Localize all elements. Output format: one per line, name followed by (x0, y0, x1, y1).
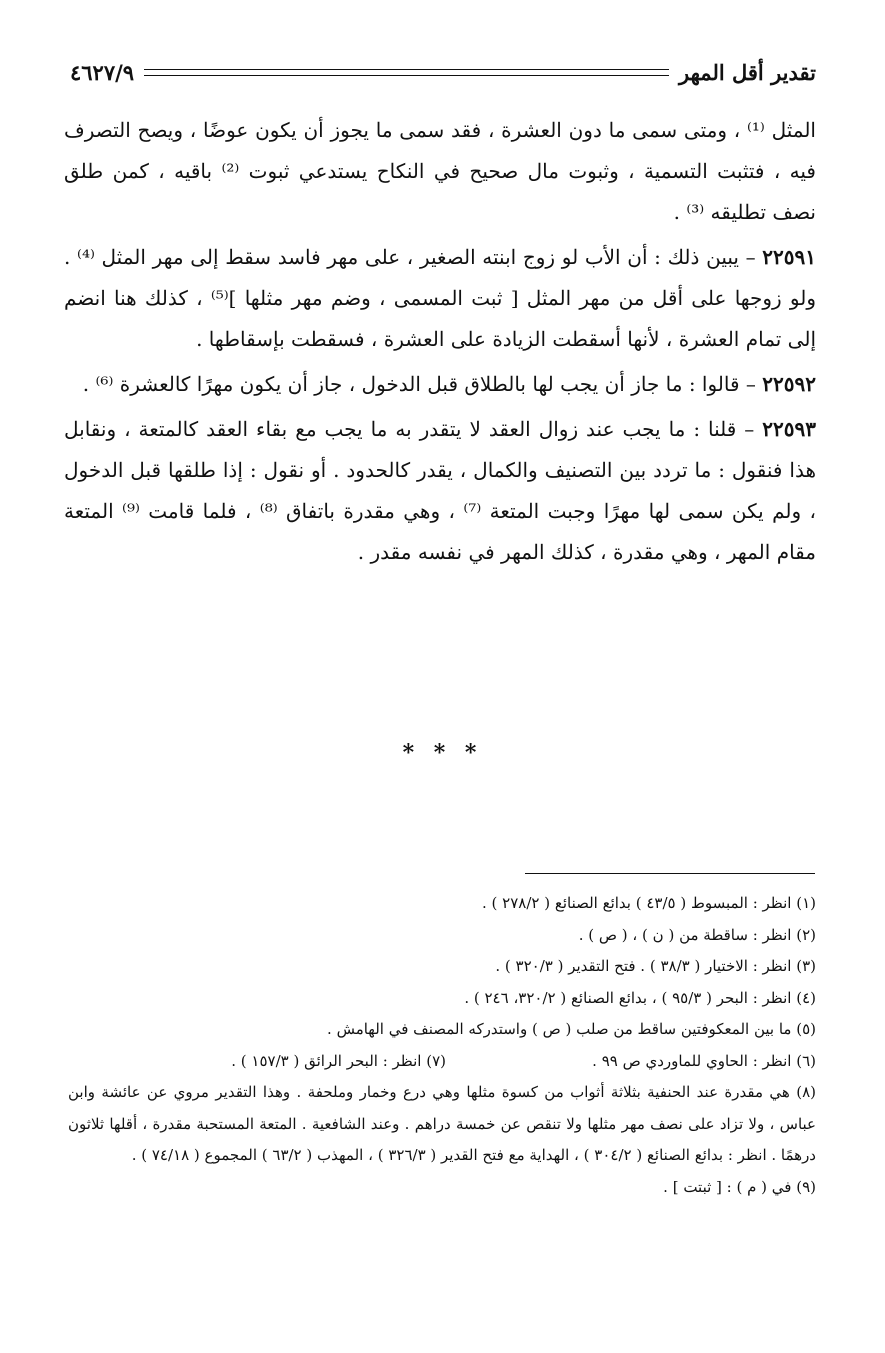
issue-number: ٢٢٥٩٣ (762, 417, 816, 441)
footnote: (٦) انظر : الحاوي للماوردي ص ٩٩ . (592, 1051, 816, 1070)
footnote-row (68, 1046, 816, 1078)
paragraph-text: – يبين ذلك : أن الأب لو زوج ابنته الصغير ، على مهر فاسد سقط إلى مهر المثل ⁽⁴⁾ . ولو زوجها على أقل من مهر المثل [ ثبت المسمى ، وضم مهر مثلها ]⁽⁵⁾ ، كذلك هنا انضم إلى تمام العشرة ، لأنها أسقطت الزيادة على العشرة ، فسقطت بإسقاطها . (64, 245, 817, 351)
paragraph (64, 364, 816, 405)
paragraph: المثل ⁽¹⁾ ، ومتى سمى ما دون العشرة ، فقد سمى ما يجوز أن يكون عوضًا ، ويصح التصرف فيه ، فتثبت التسمية ، وثبوت مال صحيح في النكاح يستدعي ثبوت ⁽²⁾ باقيه ، كمن طلق نصف تطليقه ⁽³⁾ . (64, 118, 816, 224)
issue-number: ٢٢٥٩٢ (762, 372, 816, 396)
issue-number: ٢٢٥٩١ (762, 245, 816, 269)
paragraph (64, 237, 816, 360)
paragraph (64, 409, 816, 573)
running-header (70, 52, 816, 92)
footnote: (٤) انظر : البحر ( ٩٥/٣ ) ، بدائع الصنائع ( ٣٢٠/٢، ٢٤٦ ) . (464, 988, 816, 1007)
footnote: (١) انظر : المبسوط ( ٤٣/٥ ) بدائع الصنائع ( ٢٧٨/٢ ) . (482, 894, 816, 912)
footnote-rule (525, 873, 815, 874)
footnote: (٢) انظر : ساقطة من ( ن ) ، ( ص ) . (578, 925, 816, 944)
paragraph-text: – قالوا : ما جاز أن يجب لها بالطلاق قبل الدخول ، جاز أن يكون مهرًا كالعشرة ⁽⁶⁾ . (82, 372, 763, 396)
chapter-title: تقدير أقل المهر (679, 59, 816, 85)
footnote: (٨) هي مقدرة عند الحنفية بثلاثة أثواب من كسوة مثلها وهي درع وخمار وملحفة . وهذا التقدير مروي عن عائشة وابن عباس ، ولا تزاد على نصف مهر مثلها ولا تنقص عن خمسة دراهم . وعند الشافعية . المتعة المستحبة مقدرة ، أقلها ثلاثون درهمًا . انظر : بدائع الصنائع ( ٣٠٤/٢ ) ، الهداية مع فتح القدير ( ٣٢٦/٣ ) ، المهذب ( ٦٣/٢ ) المجموع ( ٧٤/١٨ ) . (68, 1083, 816, 1164)
footnote: (٣) انظر : الاختيار ( ٣٨/٣ ) . فتح التقدير ( ٣٢٠/٣ ) . (495, 957, 816, 975)
footnote: (٧) انظر : البحر الرائق ( ١٥٧/٣ ) . (231, 1051, 446, 1070)
footnote: (٥) ما بين المعكوفتين ساقط من صلب ( ص ) واستدركه المصنف في الهامش . (327, 1020, 816, 1038)
header-rule (144, 69, 669, 76)
section-separator: * * * (402, 740, 483, 766)
footnote: (٩) في ( م ) : [ ثبتت ] . (663, 1177, 816, 1196)
footnotes (68, 888, 816, 1203)
main-text (64, 110, 816, 577)
page-number: ٤٦٢٧/٩ (70, 59, 135, 85)
paragraph-text: – قلنا : ما يجب عند زوال العقد لا يتقدر به ما يجب مع بقاء العقد كالمتعة ، ونقابل هذا فنقول : ما تردد بين التصنيف والكمال ، يقدر كالحدود . أو نقول : إذا طلقها قبل الدخول ، ولم يكن سمى لها مهرًا وجبت المتعة ⁽⁷⁾ ، وهي مقدرة باتفاق ⁽⁸⁾ ، فلما قامت ⁽⁹⁾ المتعة مقام المهر ، وهي مقدرة ، كذلك المهر في نفسه مقدر . (64, 417, 816, 564)
